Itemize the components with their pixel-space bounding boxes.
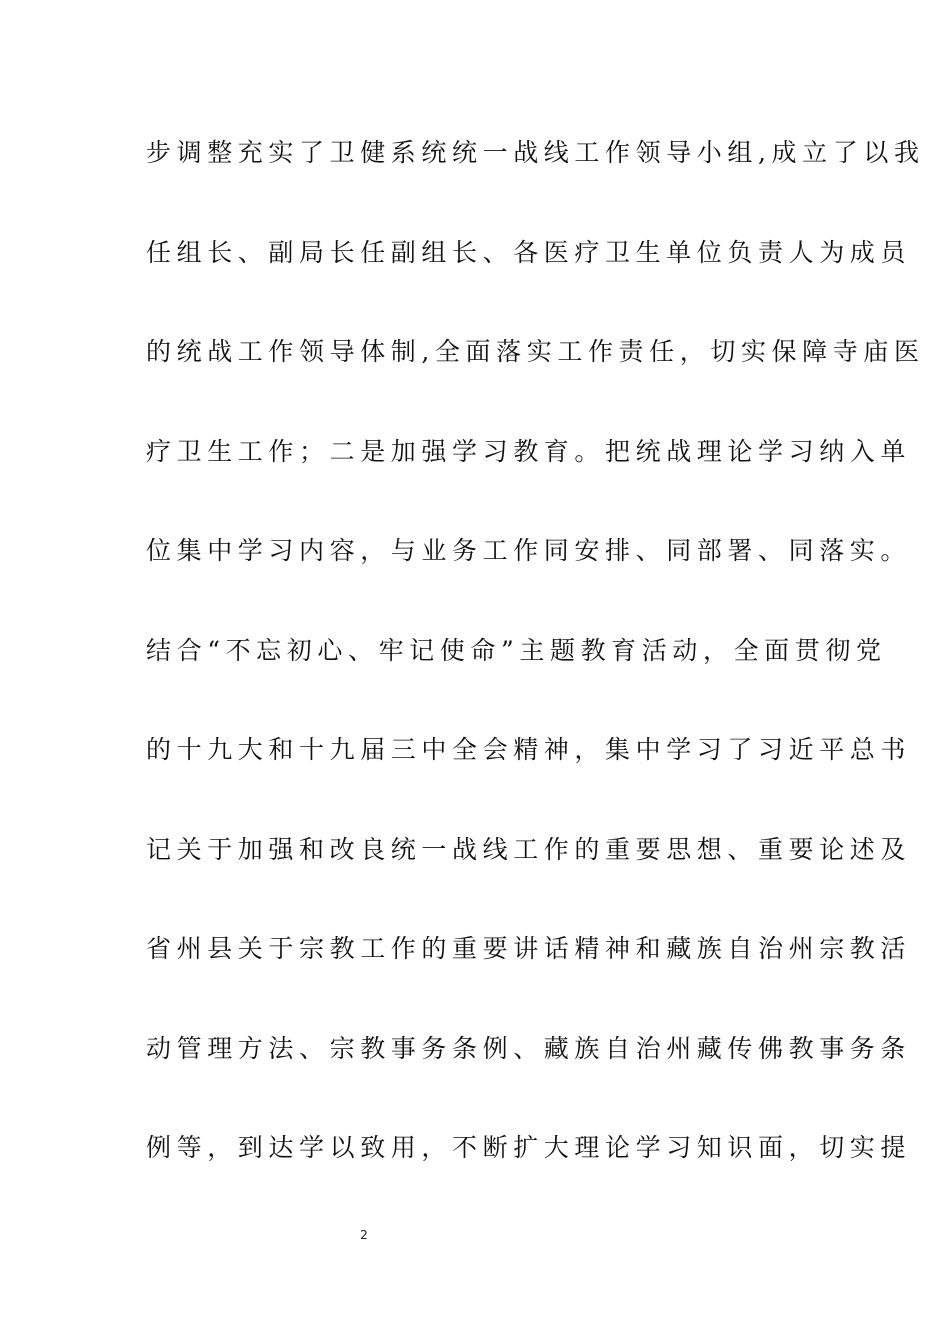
text-line: 结合“不忘初心、牢记使命”主题教育活动，全面贯彻党 [146, 635, 887, 665]
body-text [146, 132, 925, 1227]
page-number: 2 [360, 1228, 368, 1242]
text-line: 动管理方法、宗教事务条例、藏族自治州藏传佛教事务条 [146, 1033, 912, 1063]
text-line: 省州县关于宗教工作的重要讲话精神和藏族自治州宗教活 [146, 934, 912, 963]
text-line: 任组长、副局长任副组长、各医疗卫生单位负责人为成员 [146, 237, 912, 267]
text-line: 记关于加强和改良统一战线工作的重要思想、重要论述及 [146, 834, 912, 864]
text-line: 的十九大和十九届三中全会精神，集中学习了习近平总书 [146, 735, 912, 764]
text-line: 位集中学习内容，与业务工作同安排、同部署、同落实。 [146, 536, 912, 565]
text-line: 例等，到达学以致用，不断扩大理论学习知识面，切实提 [146, 1133, 912, 1162]
text-line: 步调整充实了卫健系统统一战线工作领导小组,成立了以我 [146, 138, 925, 167]
text-line: 疗卫生工作；二是加强学习教育。把统战理论学习纳入单 [146, 436, 912, 466]
text-line: 的统战工作领导体制,全面落实工作责任，切实保障寺庙医 [146, 337, 925, 366]
